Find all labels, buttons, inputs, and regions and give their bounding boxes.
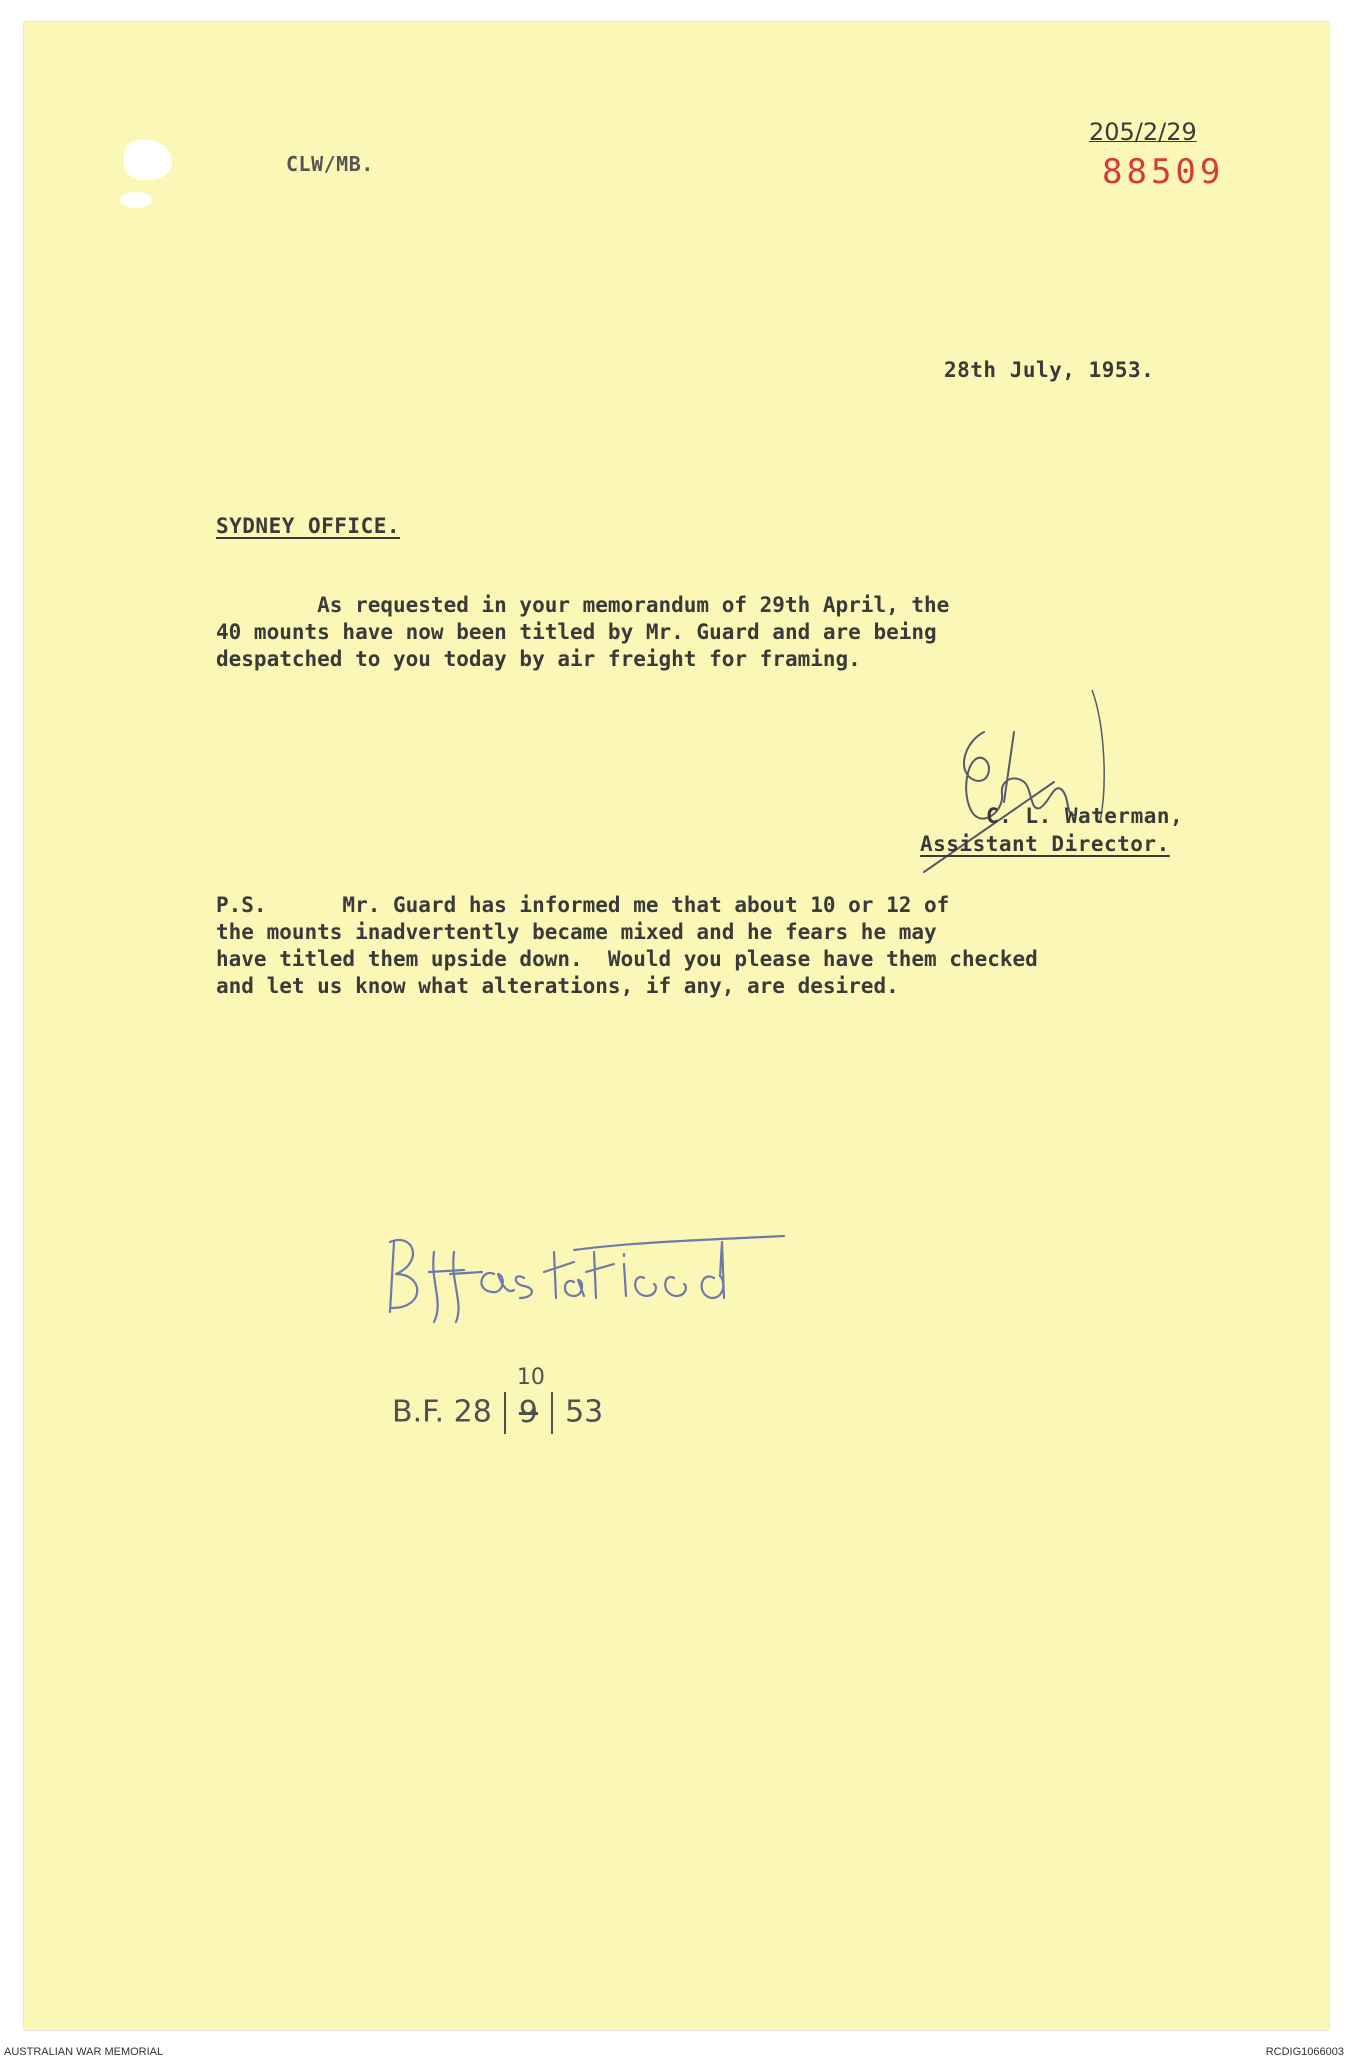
postscript-paragraph [216, 892, 1038, 1000]
ps-line: the mounts inadvertently became mixed and he fears he may [216, 920, 937, 944]
body-line: 40 mounts have now been titled by Mr. Guard and are being [216, 620, 937, 644]
ps-line: have titled them upside down. Would you please have them checked [216, 947, 1038, 971]
bf-separator [551, 1392, 553, 1434]
document-sheet [24, 22, 1329, 2030]
body-line: As requested in your memorandum of 29th April, the [216, 593, 950, 617]
bf-month-crossed: 9 [518, 1394, 538, 1430]
handwritten-annotation [374, 1212, 854, 1342]
signatory-title: Assistant Director. [920, 832, 1170, 856]
letter-date: 28th July, 1953. [944, 358, 1155, 382]
ps-line: and let us know what alterations, if any, are desired. [216, 974, 899, 998]
registry-stamp-number: 88509 [1102, 152, 1225, 192]
footer-image-id: RCDIG1066003 [1265, 2046, 1344, 2058]
bf-year: 53 [565, 1394, 604, 1430]
reference-initials: CLW/MB. [286, 152, 374, 176]
bf-month-block [516, 1364, 545, 1430]
body-line: despatched to you today by air freight for framing. [216, 647, 861, 671]
bf-separator [504, 1392, 506, 1434]
ps-line: P.S. Mr. Guard has informed me that about 10 or 12 of [216, 893, 950, 917]
body-paragraph [216, 592, 949, 673]
file-reference: 205/2/29 [1089, 118, 1197, 146]
bring-forward-note [392, 1364, 604, 1434]
bf-month-new: 10 [516, 1364, 545, 1390]
signature-scribble [864, 662, 1154, 892]
footer-institution: AUSTRALIAN WAR MEMORIAL [4, 2046, 164, 2058]
signatory-name: C. L. Waterman, [986, 804, 1184, 828]
paper-tear [124, 140, 172, 180]
bf-prefix: B.F. 28 [392, 1394, 492, 1430]
addressee: SYDNEY OFFICE. [216, 514, 401, 538]
paper-tear [120, 192, 152, 208]
